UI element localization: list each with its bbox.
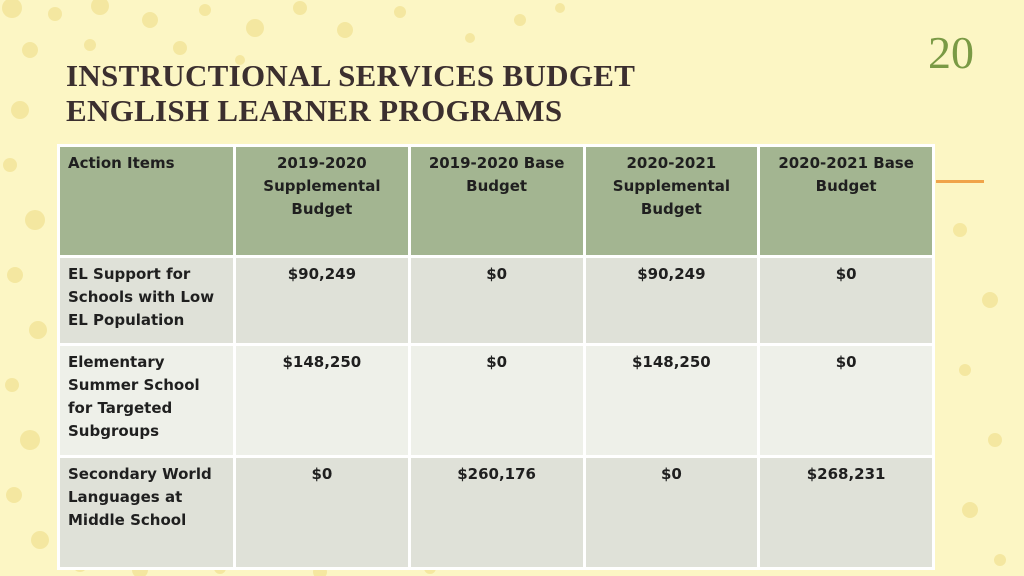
action-item-cell: Elementary Summer School for Targeted Subgroups (59, 345, 235, 457)
accent-divider (936, 180, 984, 183)
budget-table (57, 144, 935, 570)
table-row (59, 345, 934, 457)
action-item-cell: Secondary World Languages at Middle School (59, 457, 235, 569)
title-line-2: ENGLISH LEARNER PROGRAMS (66, 93, 563, 128)
budget-cell: $260,176 (409, 457, 584, 569)
header-2019-2020-supplemental: 2019-2020 Supplemental Budget (235, 146, 410, 257)
table-header-row (59, 146, 934, 257)
header-2020-2021-base: 2020-2021 Base Budget (759, 146, 934, 257)
budget-cell: $0 (409, 257, 584, 345)
budget-cell: $0 (759, 345, 934, 457)
budget-cell: $148,250 (584, 345, 759, 457)
budget-cell: $268,231 (759, 457, 934, 569)
budget-cell: $90,249 (584, 257, 759, 345)
table-row (59, 457, 934, 569)
budget-cell: $0 (235, 457, 410, 569)
budget-cell: $0 (759, 257, 934, 345)
slide-title (66, 58, 635, 128)
header-2019-2020-base: 2019-2020 Base Budget (409, 146, 584, 257)
budget-cell: $0 (584, 457, 759, 569)
header-action-items: Action Items (59, 146, 235, 257)
budget-cell: $148,250 (235, 345, 410, 457)
budget-cell: $90,249 (235, 257, 410, 345)
budget-cell: $0 (409, 345, 584, 457)
action-item-cell: EL Support for Schools with Low EL Population (59, 257, 235, 345)
slide-number: 20 (928, 27, 974, 78)
title-line-1: INSTRUCTIONAL SERVICES BUDGET (66, 58, 636, 93)
header-2020-2021-supplemental: 2020-2021 Supplemental Budget (584, 146, 759, 257)
table-row (59, 257, 934, 345)
